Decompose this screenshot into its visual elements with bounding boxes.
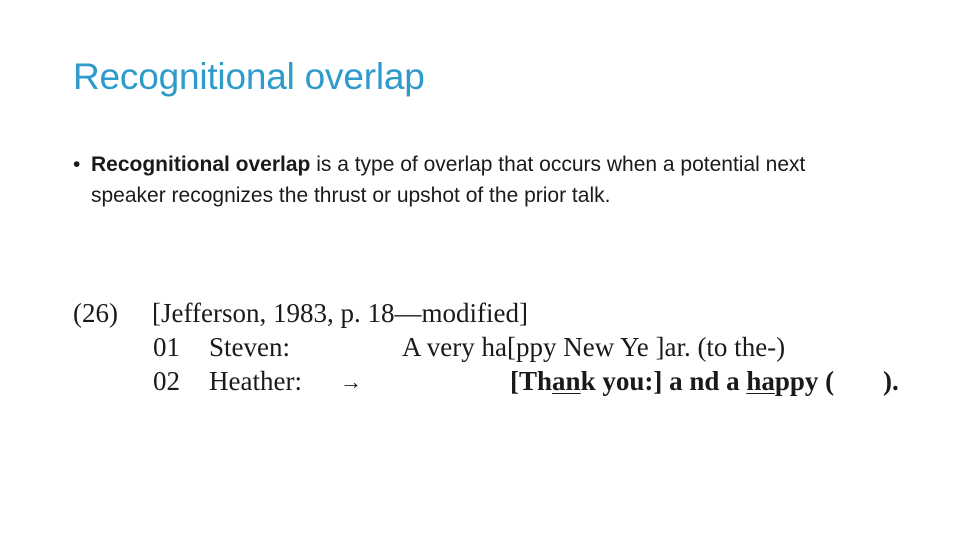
utterance-end: ). [883,366,899,396]
utterance-stress: ha [746,366,775,396]
line-number: 01 [153,332,180,362]
utterance [510,366,834,397]
bullet-term: Recognitional overlap [91,153,311,176]
bullet-text [91,149,873,211]
utterance-stress: an [552,366,581,396]
bullet-marker: • [73,153,81,176]
speaker-name: Heather: [209,366,302,396]
example-source: [Jefferson, 1983, p. 18—modified] [152,298,528,328]
utterance-part: ppy ( [774,366,835,396]
utterance: A very ha[ppy New Ye ]ar. (to the-) [402,332,786,362]
bullet-definition: is a type of overlap that occurs when a potential next speaker recognizes the thrust or upshot of the prior talk. [91,153,806,207]
slide-title: Recognitional overlap [73,56,425,97]
example-number: (26) [73,298,118,328]
utterance-part: k you:] a nd a [580,366,747,396]
speaker-name: Steven: [209,332,290,362]
arrow-icon: → [340,369,362,394]
bullet-item [73,149,873,211]
utterance-part: [Th [510,366,553,396]
bullet-list [73,149,873,211]
line-number: 02 [153,366,180,396]
